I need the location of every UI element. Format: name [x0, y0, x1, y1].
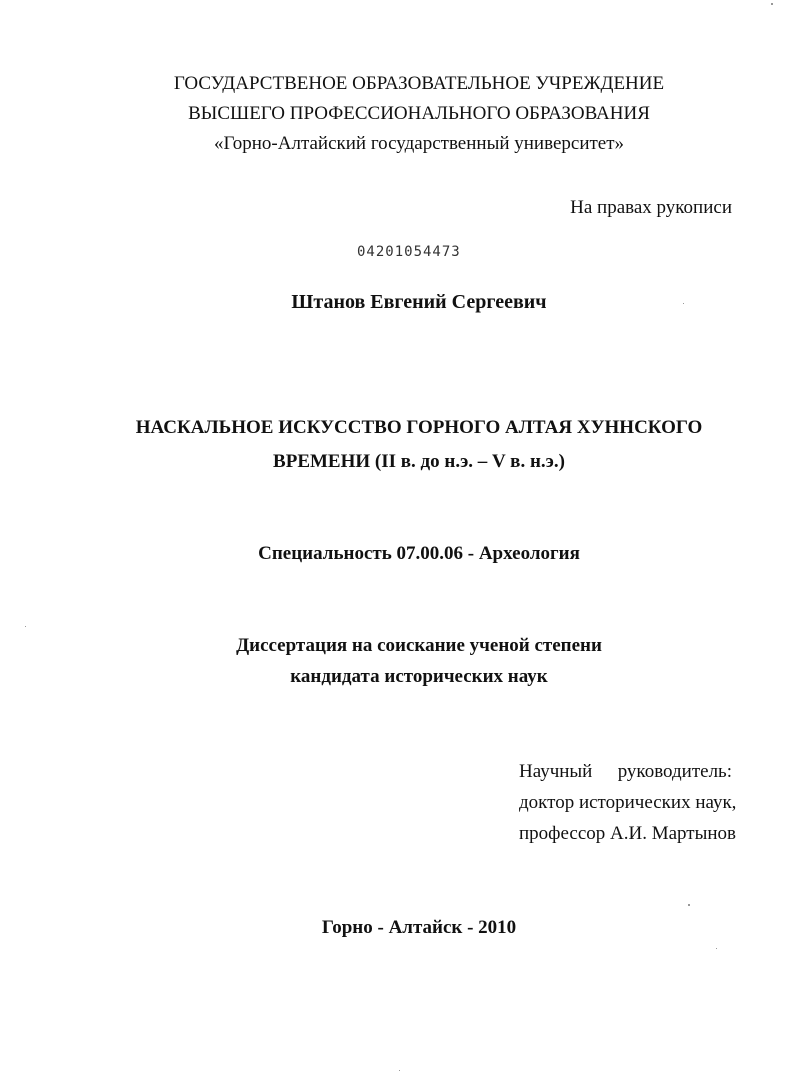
title-line-1: НАСКАЛЬНОЕ ИСКУССТВО ГОРНОГО АЛТАЯ ХУННСКОГО [135, 417, 703, 438]
specialty: Специальность 07.00.06 - Археология [258, 543, 580, 564]
supervisor-label-word-2: руководитель: [617, 761, 732, 782]
manuscript-note: На правах рукописи [570, 197, 732, 218]
institution-line-2: ВЫСШЕГО ПРОФЕССИОНАЛЬНОГО ОБРАЗОВАНИЯ [188, 103, 650, 124]
supervisor-label [519, 760, 732, 784]
scan-speck [771, 3, 773, 5]
scan-speck [683, 303, 684, 304]
degree-line-2: кандидата исторических наук [290, 666, 548, 687]
institution-line-1: ГОСУДАРСТВЕНОЕ ОБРАЗОВАТЕЛЬНОЕ УЧРЕЖДЕНИЕ [173, 73, 665, 94]
degree-line-1: Диссертация на соискание ученой степени [236, 635, 602, 656]
scan-speck [688, 904, 690, 906]
scan-speck [716, 948, 717, 949]
catalog-number: 04201054473 [357, 244, 461, 260]
scan-speck [25, 626, 26, 627]
institution-line-3: «Горно-Алтайский государственный университет» [213, 133, 625, 154]
city-year: Горно - Алтайск - 2010 [321, 917, 517, 938]
author-name: Штанов Евгений Сергеевич [291, 291, 547, 313]
supervisor-name: профессор А.И. Мартынов [519, 823, 736, 844]
supervisor-degree: доктор исторических наук, [519, 792, 737, 813]
title-line-2: ВРЕМЕНИ (II в. до н.э. – V в. н.э.) [273, 451, 565, 472]
scan-speck [399, 1070, 400, 1071]
supervisor-label-word-1: Научный [519, 761, 593, 782]
